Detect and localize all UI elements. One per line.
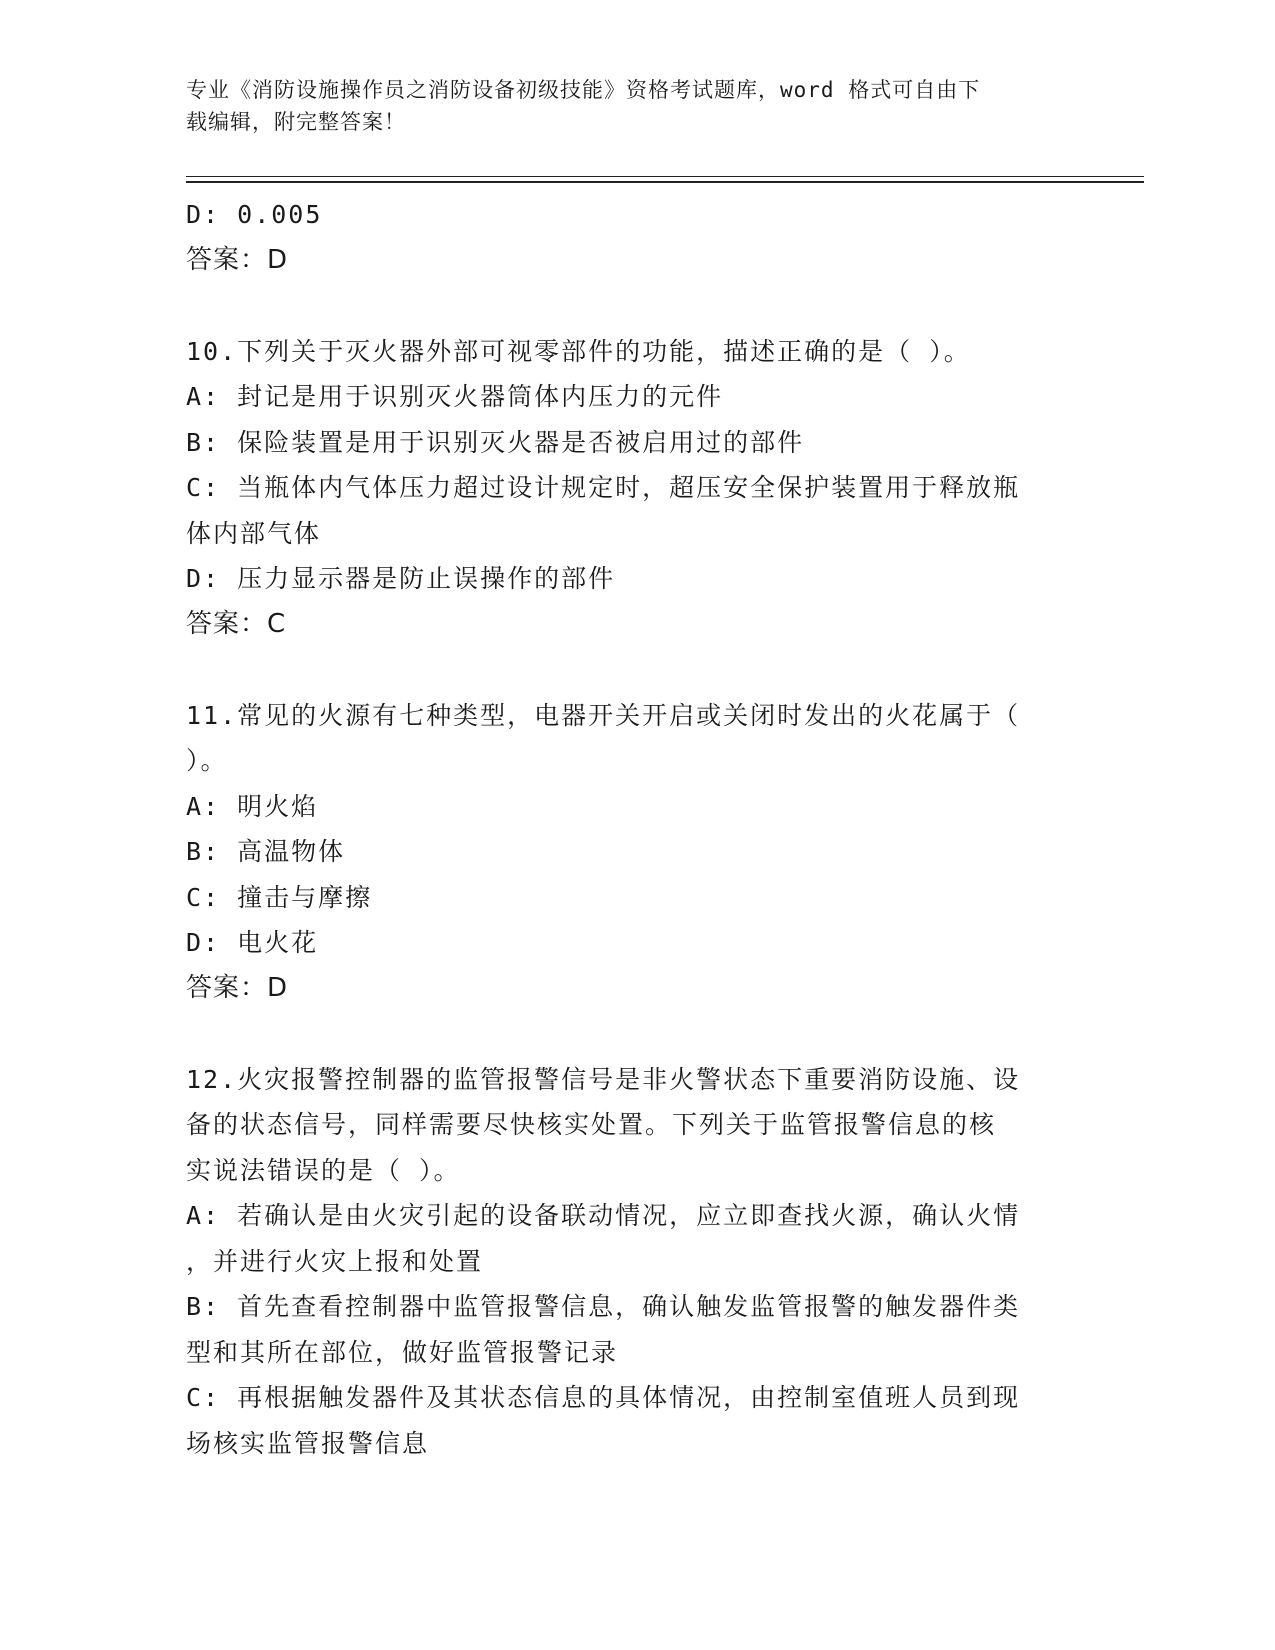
q10-option-b: B: 保险装置是用于识别灭火器是否被启用过的部件 xyxy=(186,427,805,457)
q11-option-c: C: 撞击与摩擦 xyxy=(186,882,373,912)
header-divider-thick xyxy=(186,181,1144,183)
header-line-1: 专业《消防设施操作员之消防设备初级技能》资格考试题库，word 格式可自由下 xyxy=(186,78,981,102)
spacer xyxy=(186,1011,1086,1057)
q11-option-b: B: 高温物体 xyxy=(186,837,346,866)
q11-answer: 答案：D xyxy=(186,972,289,1003)
q12-stem-line-2: 备的状态信号，同样需要尽快核实处置。下列关于监管报警信息的核 xyxy=(186,1110,997,1139)
header-divider-thin xyxy=(186,176,1144,177)
q10-answer: 答案：C xyxy=(186,608,287,639)
document-body xyxy=(186,192,1086,1466)
prev-answer: 答案：D xyxy=(186,244,289,275)
header-line-2: 载编辑，附完整答案！ xyxy=(186,110,406,134)
q12-option-c-line-2: 场核实监管报警信息 xyxy=(186,1428,430,1458)
q10-option-d: D: 压力显示器是防止误操作的部件 xyxy=(186,564,616,593)
q10-option-c-line-2: 体内部气体 xyxy=(186,518,322,548)
q12-stem-line-3: 实说法错误的是（ ）。 xyxy=(186,1155,461,1185)
q11-stem-line-2: ）。 xyxy=(186,746,228,775)
q12-option-b-line-2: 型和其所在部位，做好监管报警记录 xyxy=(186,1337,619,1367)
q11-option-d: D: 电火花 xyxy=(186,928,319,957)
q12-option-c-line-1: C: 再根据触发器件及其状态信息的具体情况，由控制室值班人员到现 xyxy=(186,1383,1021,1412)
q12-option-a-line-2: ，并进行火灾上报和处置 xyxy=(186,1246,484,1276)
q11-stem-line-1: 11.常见的火源有七种类型，电器开关开启或关闭时发出的火花属于（ xyxy=(186,700,1021,730)
q10-option-a: A: 封记是用于识别灭火器筒体内压力的元件 xyxy=(186,382,724,411)
spacer xyxy=(186,647,1086,693)
q11-option-a: A: 明火焰 xyxy=(186,791,319,821)
q10-option-c-line-1: C: 当瓶体内气体压力超过设计规定时，超压安全保护装置用于释放瓶 xyxy=(186,473,1021,502)
prev-option-d: D: 0.005 xyxy=(186,200,323,229)
q12-option-a-line-1: A: 若确认是由火灾引起的设备联动情况，应立即查找火源，确认火情 xyxy=(186,1201,1021,1230)
q12-option-b-line-1: B: 首先查看控制器中监管报警信息，确认触发监管报警的触发器件类 xyxy=(186,1292,1021,1321)
q10-stem: 10.下列关于灭火器外部可视零部件的功能，描述正确的是（ ）。 xyxy=(186,336,971,366)
spacer xyxy=(186,283,1086,329)
document-header xyxy=(186,74,1086,138)
q12-stem-line-1: 12.火灾报警控制器的监管报警信号是非火警状态下重要消防设施、设 xyxy=(186,1064,1021,1094)
